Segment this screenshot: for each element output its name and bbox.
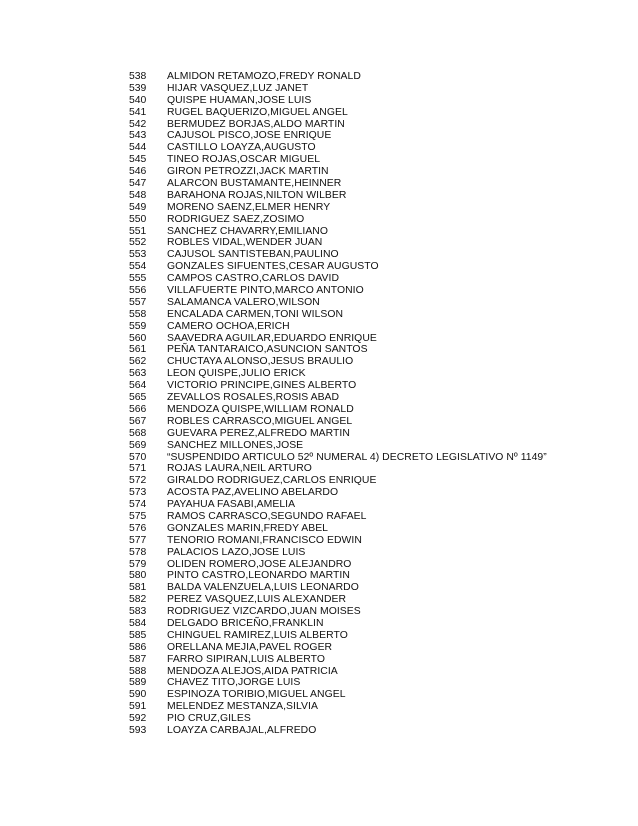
entry-number: 554 (129, 261, 147, 273)
entry-name: ROBLES VIDAL,WENDER JUAN (167, 237, 323, 249)
entry-number: 569 (129, 439, 147, 451)
entry-number: 577 (129, 534, 147, 546)
entry-number: 545 (129, 154, 147, 166)
list-item (129, 333, 547, 345)
entry-name: LEON QUISPE,JULIO ERICK (167, 368, 306, 380)
entry-name: SANCHEZ MILLONES,JOSE (167, 439, 304, 451)
entry-number: 592 (129, 713, 147, 725)
entry-name: PEÑA TANTARAICO,ASUNCION SANTOS (167, 344, 368, 356)
entry-name: CAJUSOL PISCO,JOSE ENRIQUE (167, 130, 332, 142)
entry-name: ZEVALLOS ROSALES,ROSIS ABAD (167, 392, 340, 404)
list-item (129, 321, 547, 333)
list-item (129, 677, 547, 689)
entry-number: 550 (129, 213, 147, 225)
entry-number: 576 (129, 522, 147, 534)
entry-number: 587 (129, 653, 147, 665)
entry-number: 544 (129, 142, 147, 154)
entry-name: VILLAFUERTE PINTO,MARCO ANTONIO (167, 285, 364, 297)
entry-number: 540 (129, 94, 147, 106)
list-item (129, 713, 547, 725)
list-item (129, 618, 547, 630)
list-item (129, 487, 547, 499)
entry-name: RODRIGUEZ SAEZ,ZOSIMO (167, 213, 305, 225)
entry-name: GUEVARA PEREZ,ALFREDO MARTIN (167, 427, 350, 439)
list-item (129, 285, 547, 297)
list-item (129, 119, 547, 131)
entry-name: QUISPE HUAMAN,JOSE LUIS (167, 94, 312, 106)
entry-name: GONZALES MARIN,FREDY ABEL (167, 522, 328, 534)
entry-name: MELENDEZ MESTANZA,SILVIA (167, 701, 318, 713)
entry-number: 584 (129, 617, 147, 629)
entry-name: MENDOZA ALEJOS,AIDA PATRICIA (167, 665, 338, 677)
list-item (129, 559, 547, 571)
entry-name: FARRO SIPIRAN,LUIS ALBERTO (167, 653, 325, 665)
entry-name: LOAYZA CARBAJAL,ALFREDO (167, 724, 317, 736)
list-item (129, 202, 547, 214)
entry-number: 564 (129, 380, 147, 392)
entry-name: CASTILLO LOAYZA,AUGUSTO (167, 142, 316, 154)
list-item (129, 83, 547, 95)
list-item (129, 237, 547, 249)
list-item (129, 463, 547, 475)
entry-name: SAAVEDRA AGUILAR,EDUARDO ENRIQUE (167, 332, 377, 344)
entry-number: 579 (129, 558, 147, 570)
entry-number: 585 (129, 629, 147, 641)
entry-name: ESPINOZA TORIBIO,MIGUEL ANGEL (167, 689, 346, 701)
entry-number: 551 (129, 225, 147, 237)
list-item (129, 190, 547, 202)
list-item (129, 214, 547, 226)
entry-name: GIRON PETROZZI,JACK MARTIN (167, 166, 329, 178)
entry-name: CAJUSOL SANTISTEBAN,PAULINO (167, 249, 339, 261)
list-item (129, 130, 547, 142)
entry-name: RODRIGUEZ VIZCARDO,JUAN MOISES (167, 606, 361, 618)
list-item (129, 154, 547, 166)
entry-number: 570 (129, 451, 147, 463)
entry-number: 578 (129, 546, 147, 558)
entry-name: ALMIDON RETAMOZO,FREDY RONALD (167, 71, 361, 82)
entry-name: SALAMANCA VALERO,WILSON (167, 296, 320, 308)
entry-name: ALARCON BUSTAMANTE,HEINNER (167, 178, 342, 190)
entry-number: 567 (129, 415, 147, 427)
entry-number: 552 (129, 237, 147, 249)
entry-name: MORENO SAENZ,ELMER HENRY (167, 201, 331, 213)
entry-number: 573 (129, 487, 147, 499)
entry-number: 543 (129, 130, 147, 142)
list-item (129, 249, 547, 261)
entry-name: CHAVEZ TITO,JORGE LUIS (167, 677, 301, 689)
list-item (129, 380, 547, 392)
list-item (129, 570, 547, 582)
list-item (129, 142, 547, 154)
list-item (129, 392, 547, 404)
list-item (129, 547, 547, 559)
entry-name: GONZALES SIFUENTES,CESAR AUGUSTO (167, 261, 379, 273)
list-item (129, 689, 547, 701)
entry-name: GIRALDO RODRIGUEZ,CARLOS ENRIQUE (167, 475, 377, 487)
list-item (129, 368, 547, 380)
entry-name: SANCHEZ CHAVARRY,EMILIANO (167, 225, 328, 237)
entry-number: 593 (129, 724, 147, 736)
entry-name: CAMPOS CASTRO,CARLOS DAVID (167, 273, 340, 285)
list-item (129, 166, 547, 178)
entry-name: ACOSTA PAZ,AVELINO ABELARDO (167, 487, 339, 499)
entry-name: BERMUDEZ BORJAS,ALDO MARTIN (167, 118, 345, 130)
entry-name: BARAHONA ROJAS,NILTON WILBER (167, 189, 347, 201)
entry-number: 568 (129, 427, 147, 439)
list-item (129, 654, 547, 666)
list-item (129, 95, 547, 107)
entry-number: 541 (129, 106, 147, 118)
list-item (129, 452, 547, 464)
entry-number: 556 (129, 285, 147, 297)
list-item (129, 416, 547, 428)
entry-number: 555 (129, 273, 147, 285)
entry-number: 583 (129, 606, 147, 618)
list-item (129, 594, 547, 606)
entry-number: 588 (129, 665, 147, 677)
entry-name: PALACIOS LAZO,JOSE LUIS (167, 546, 306, 558)
list-item (129, 725, 547, 737)
entry-number: 542 (129, 118, 147, 130)
list-item (129, 701, 547, 713)
entry-name: PAYAHUA FASABI,AMELIA (167, 499, 296, 511)
list-item (129, 273, 547, 285)
list-item (129, 178, 547, 190)
entry-number: 553 (129, 249, 147, 261)
entry-number: 560 (129, 332, 147, 344)
entry-name: ROBLES CARRASCO,MIGUEL ANGEL (167, 415, 353, 427)
entry-name: RUGEL BAQUERIZO,MIGUEL ANGEL (167, 106, 348, 118)
entry-number: 575 (129, 510, 147, 522)
list-item (129, 107, 547, 119)
entry-number: 582 (129, 594, 147, 606)
entry-number: 581 (129, 582, 147, 594)
list-item (129, 440, 547, 452)
entry-number: 591 (129, 701, 147, 713)
entry-number: 538 (129, 71, 147, 82)
entry-name: CHINGUEL RAMIREZ,LUIS ALBERTO (167, 629, 348, 641)
entry-name: ENCALADA CARMEN,TONI WILSON (167, 308, 344, 320)
entry-number: 558 (129, 308, 147, 320)
entry-name: CHUCTAYA ALONSO,JESUS BRAULIO (167, 356, 354, 368)
entry-number: 549 (129, 201, 147, 213)
list-item (129, 499, 547, 511)
entry-name: PEREZ VASQUEZ,LUIS ALEXANDER (167, 594, 347, 606)
entry-number: 539 (129, 82, 147, 94)
list-item (129, 309, 547, 321)
list-item (129, 344, 547, 356)
entry-name: ORELLANA MEJIA,PAVEL ROGER (167, 641, 333, 653)
numbered-name-list (129, 71, 547, 737)
list-item (129, 428, 547, 440)
list-item (129, 523, 547, 535)
entry-name: PINTO CASTRO,LEONARDO MARTIN (167, 570, 350, 582)
entry-name: TINEO ROJAS,OSCAR MIGUEL (167, 154, 321, 166)
list-item (129, 356, 547, 368)
list-item (129, 297, 547, 309)
entry-name: RAMOS CARRASCO,SEGUNDO RAFAEL (167, 510, 367, 522)
list-item (129, 606, 547, 618)
entry-number: 589 (129, 677, 147, 689)
entry-name: DELGADO BRICEÑO,FRANKLIN (167, 617, 324, 629)
entry-name: OLIDEN ROMERO,JOSE ALEJANDRO (167, 558, 352, 570)
entry-number: 563 (129, 368, 147, 380)
entry-name: BALDA VALENZUELA,LUIS LEONARDO (167, 582, 359, 594)
entry-number: 574 (129, 499, 147, 511)
list-item (129, 666, 547, 678)
list-item (129, 582, 547, 594)
entry-number: 548 (129, 189, 147, 201)
list-item (129, 535, 547, 547)
entry-name: ROJAS LAURA,NEIL ARTURO (167, 463, 312, 475)
entry-number: 546 (129, 166, 147, 178)
list-item (129, 404, 547, 416)
entry-number: 572 (129, 475, 147, 487)
entry-name: “SUSPENDIDO ARTICULO 52º NUMERAL 4) DECRETO LEGISLATIVO Nº 1149” (167, 451, 547, 463)
list-item (129, 71, 547, 83)
entry-number: 580 (129, 570, 147, 582)
list-item (129, 475, 547, 487)
entry-number: 561 (129, 344, 147, 356)
entry-name: TENORIO ROMANI,FRANCISCO EDWIN (167, 534, 362, 546)
entry-name: VICTORIO PRINCIPE,GINES ALBERTO (167, 380, 357, 392)
list-item (129, 261, 547, 273)
entry-number: 559 (129, 320, 147, 332)
list-item (129, 630, 547, 642)
entry-name: HIJAR VASQUEZ,LUZ JANET (167, 82, 309, 94)
entry-number: 566 (129, 403, 147, 415)
entry-number: 562 (129, 356, 147, 368)
entry-number: 571 (129, 463, 147, 475)
list-item (129, 226, 547, 238)
entry-name: CAMERO OCHOA,ERICH (167, 320, 290, 332)
entry-number: 590 (129, 689, 147, 701)
entry-number: 586 (129, 641, 147, 653)
list-item (129, 511, 547, 523)
list-item (129, 642, 547, 654)
entry-name: MENDOZA QUISPE,WILLIAM RONALD (167, 403, 354, 415)
entry-name: PIO CRUZ,GILES (167, 713, 251, 725)
entry-number: 565 (129, 392, 147, 404)
entry-number: 547 (129, 178, 147, 190)
entry-number: 557 (129, 296, 147, 308)
